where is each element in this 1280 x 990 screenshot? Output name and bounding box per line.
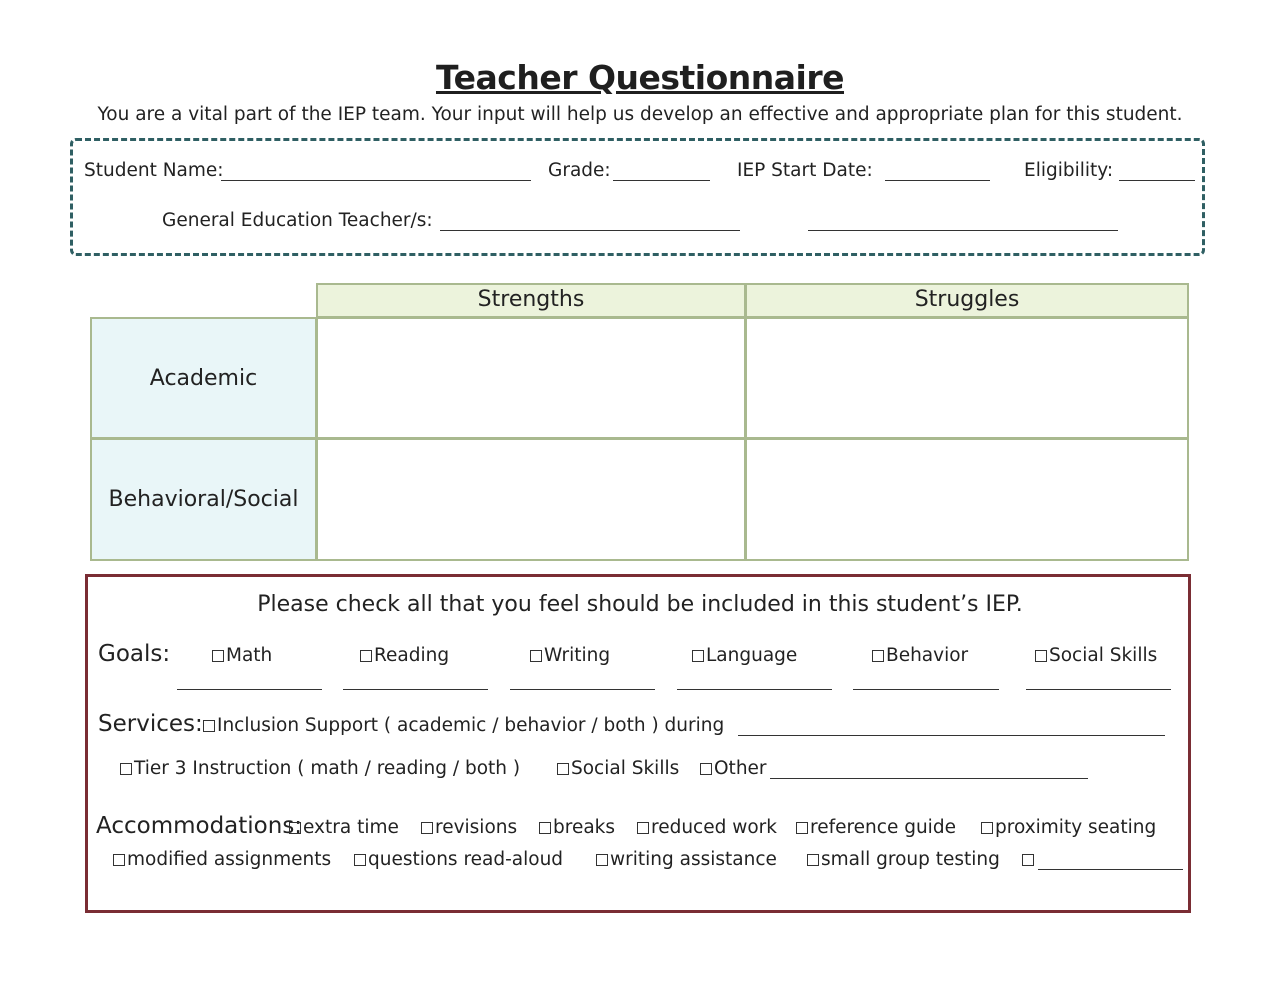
service-social-skills-option[interactable]: Social Skills [557,758,679,779]
goal-social-skills-field[interactable] [1026,689,1171,690]
teacher-label: General Education Teacher/s: [162,210,433,231]
row-header-behavioral-label: Behavioral/Social [108,487,299,512]
checkbox-icon[interactable] [212,650,224,662]
checkbox-icon[interactable] [1035,650,1047,662]
goal-behavior-field[interactable] [853,689,999,690]
grade-label: Grade: [548,160,611,181]
checkbox-icon[interactable] [796,822,808,834]
grade-field[interactable] [613,180,710,181]
checkbox-icon[interactable] [700,763,712,775]
service-other-option[interactable]: Other [700,758,767,779]
page-title: Teacher Questionnaire [435,58,845,97]
checkbox-icon[interactable] [354,854,366,866]
goal-writing-field[interactable] [510,689,655,690]
goal-math-field[interactable] [177,689,322,690]
goal-language-field[interactable] [677,689,832,690]
service-inclusion-field[interactable] [738,735,1165,736]
service-other-field[interactable] [770,778,1088,779]
checkbox-icon[interactable] [981,822,993,834]
checkbox-icon[interactable] [637,822,649,834]
checkbox-icon[interactable] [872,650,884,662]
accommodations-label: Accommodations: [96,813,303,839]
column-header-struggles: Struggles [745,283,1189,318]
checkbox-icon[interactable] [557,763,569,775]
eligibility-field[interactable] [1119,180,1195,181]
page-subtitle: You are a vital part of the IEP team. Your input will help us develop an effective and appropriate plan for this student. [97,104,1183,125]
accommodation-proximity-seating-option[interactable]: proximity seating [981,817,1156,838]
checkbox-icon[interactable] [120,763,132,775]
checkbox-icon[interactable] [539,822,551,834]
accommodation-questions-read-aloud-option[interactable]: questions read-aloud [354,849,563,870]
goal-writing-option[interactable]: Writing [530,645,610,666]
checklist-heading: Please check all that you feel should be included in this student’s IEP. [257,592,1023,617]
accommodation-breaks-option[interactable]: breaks [539,817,615,838]
accommodation-writing-assistance-option[interactable]: writing assistance [596,849,777,870]
checkbox-icon[interactable] [692,650,704,662]
goal-behavior-option[interactable]: Behavior [872,645,968,666]
column-header-strengths: Strengths [316,283,746,318]
academic-strengths-cell[interactable] [316,317,746,439]
goal-math-option[interactable]: Math [212,645,272,666]
checkbox-icon[interactable] [596,854,608,866]
teacher-field-2[interactable] [808,230,1118,231]
row-header-behavioral [90,438,317,561]
goals-label: Goals: [98,641,171,667]
behavioral-struggles-cell[interactable] [745,438,1189,561]
accommodation-extra-time-option[interactable]: extra time [289,817,399,838]
checkbox-icon[interactable] [289,822,301,834]
student-info-box [70,138,1205,256]
academic-struggles-cell[interactable] [745,317,1189,439]
accommodation-reference-guide-option[interactable]: reference guide [796,817,956,838]
accommodation-reduced-work-option[interactable]: reduced work [637,817,777,838]
goal-social-skills-option[interactable]: Social Skills [1035,645,1157,666]
checkbox-icon[interactable] [530,650,542,662]
iep-start-date-field[interactable] [885,180,990,181]
checkbox-icon[interactable] [203,720,215,732]
goal-reading-option[interactable]: Reading [360,645,449,666]
accommodation-custom-field[interactable] [1038,869,1183,870]
iep-start-date-label: IEP Start Date: [737,160,873,181]
behavioral-strengths-cell[interactable] [316,438,746,561]
eligibility-label: Eligibility: [1024,160,1114,181]
checkbox-icon[interactable] [807,854,819,866]
student-name-label: Student Name: [84,160,224,181]
accommodation-modified-assignments-option[interactable]: modified assignments [113,849,331,870]
services-label: Services: [98,711,203,737]
student-name-field[interactable] [221,180,531,181]
accommodation-custom-option[interactable] [1022,849,1036,870]
accommodation-small-group-testing-option[interactable]: small group testing [807,849,1000,870]
checkbox-icon[interactable] [421,822,433,834]
service-tier3-option[interactable]: Tier 3 Instruction ( math / reading / both ) [120,758,520,779]
teacher-field-1[interactable] [440,230,740,231]
checkbox-icon[interactable] [1022,854,1034,866]
row-header-academic-label: Academic [149,365,258,391]
row-header-academic [90,317,317,439]
checkbox-icon[interactable] [360,650,372,662]
goal-reading-field[interactable] [343,689,488,690]
checkbox-icon[interactable] [113,854,125,866]
service-inclusion-option[interactable]: Inclusion Support ( academic / behavior / both ) during [203,715,724,736]
accommodation-revisions-option[interactable]: revisions [421,817,517,838]
goal-language-option[interactable]: Language [692,645,797,666]
